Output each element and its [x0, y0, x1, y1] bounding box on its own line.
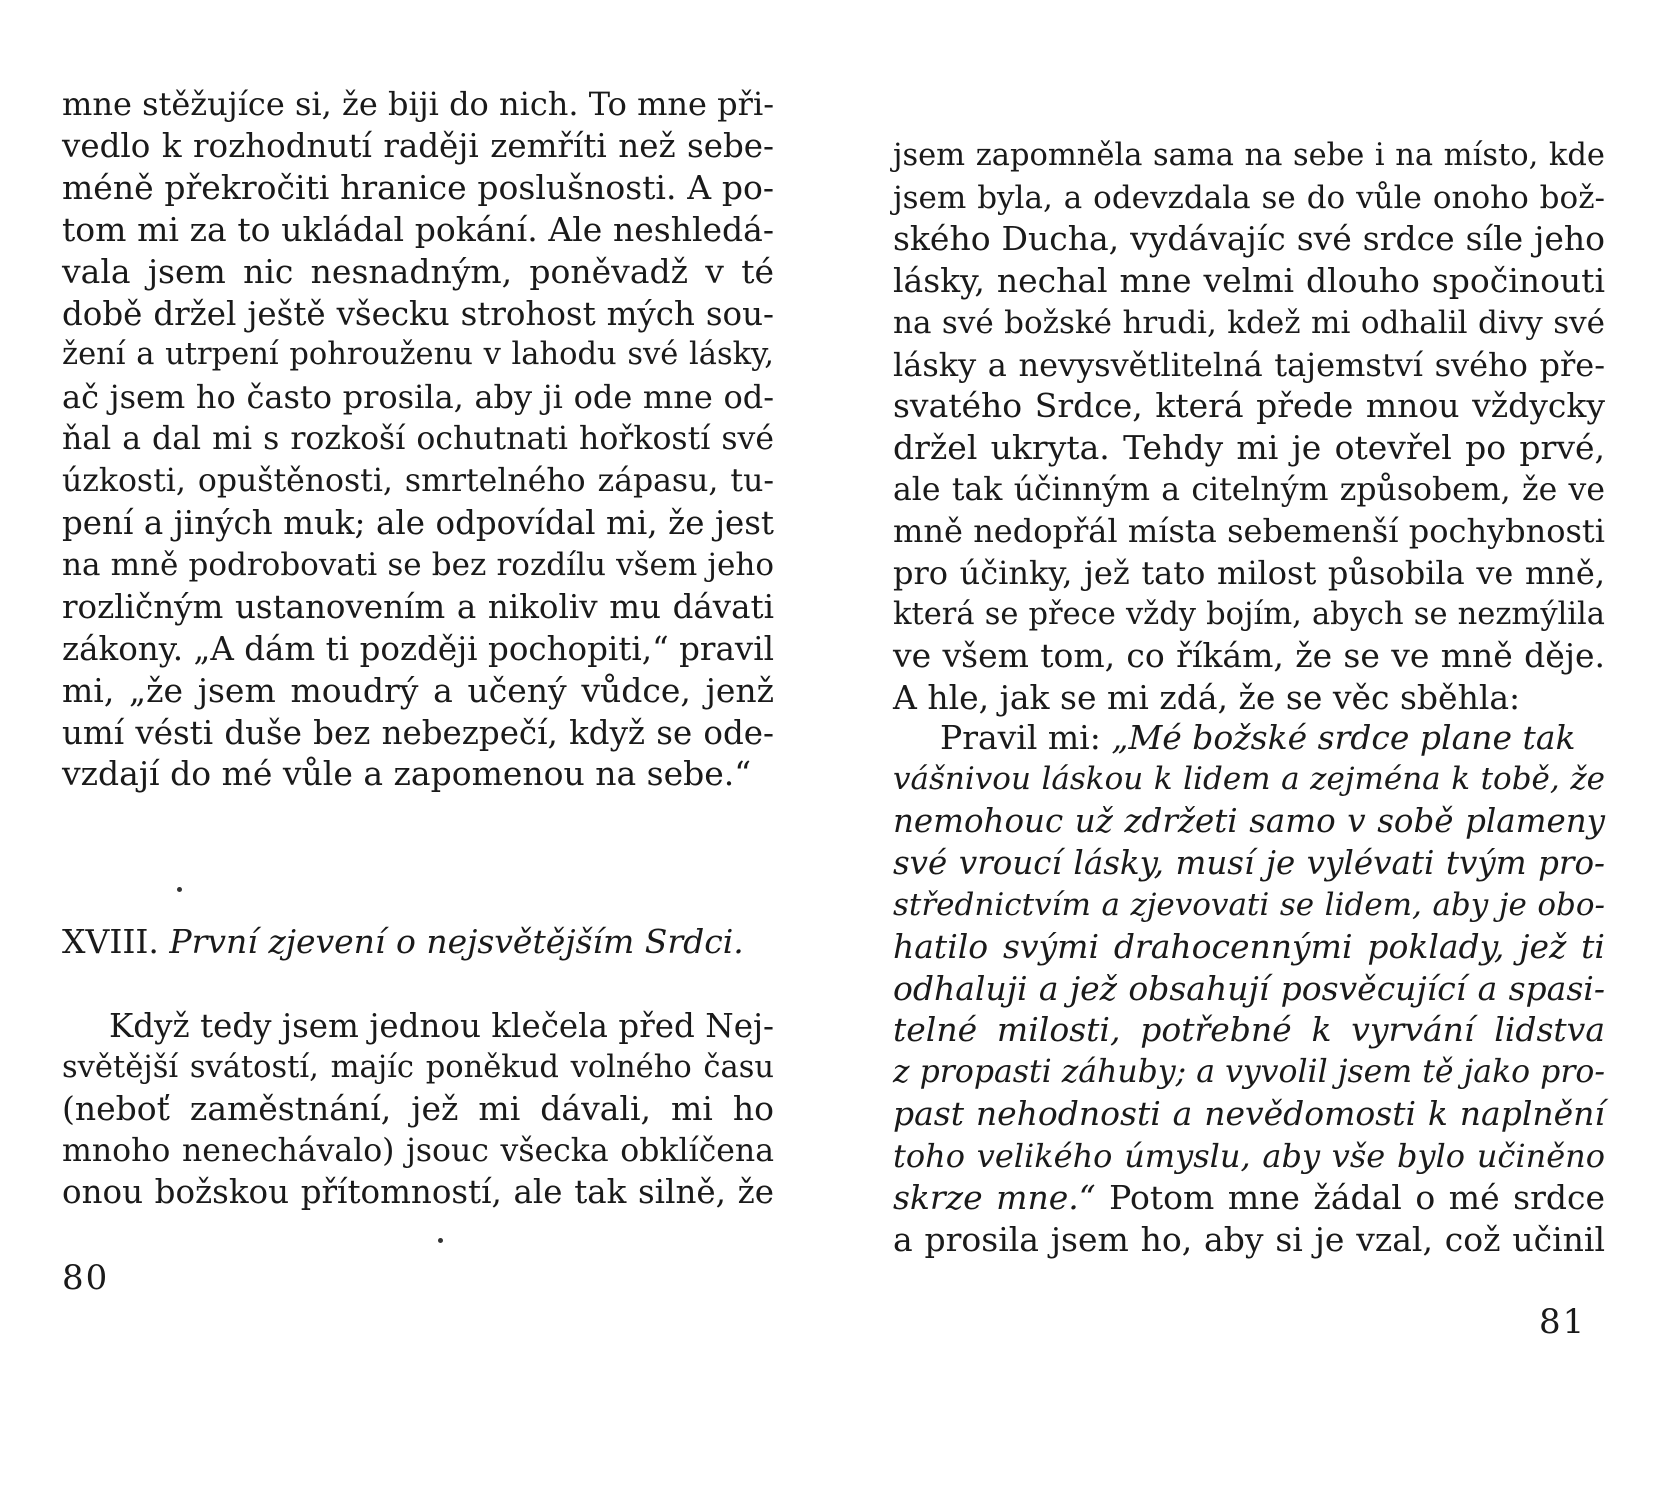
speech-first: „Mé božské srdce plane tak	[1111, 718, 1576, 757]
speech-end-roman: Potom mne žádal o mé srdce	[1095, 1178, 1605, 1217]
text-line: Když tedy jsem jednou klečela před Nej-	[109, 1007, 774, 1045]
text-line: lásky a nevysvětlitelná tajemství svého pře-	[893, 345, 1605, 384]
text-line: držel ukryta. Tehdy mi je otevřel po prvé,	[893, 427, 1605, 467]
text-line: svatého Srdce, která přede mnou vždycky	[893, 386, 1605, 426]
text-line: na své božské hrudi, kdež mi odhalil divy své	[893, 304, 1605, 341]
speech-closing-line	[893, 1176, 1605, 1220]
text-line: toho velikého úmyslu, aby vše bylo učiněno	[893, 1137, 1605, 1176]
text-line: své vroucí lásky, musí je vylévati tvým pro-	[893, 843, 1605, 882]
text-line: (neboť zaměstnání, jež mi dávali, mi ho	[62, 1089, 774, 1128]
text-line: rozličným ustanovením a nikoliv mu dávati	[62, 587, 774, 626]
text-line: umí vésti duše bez nebezpečí, když se ode-	[62, 713, 774, 752]
page-number-right: 81	[1539, 1302, 1587, 1342]
chapter-number: XVIII.	[62, 922, 159, 961]
text-line: vala jsem nic nesnadným, poněvadž v té	[62, 251, 774, 291]
text-line: ale tak účinným a citelným způsobem, že ve	[893, 471, 1605, 508]
text-line: která se přece vždy bojím, abych se nezmýlila	[893, 596, 1605, 632]
speech-intro: Pravil mi:	[940, 718, 1112, 757]
text-line: ňal a dal mi s rozkoší ochutnati hořkostí své	[62, 421, 774, 458]
text-line: mnoho nenechávalo) jsouc všecka obklíčena	[62, 1132, 774, 1169]
text-line: lásky, nechal mne velmi dlouho spočinouti	[893, 261, 1605, 301]
text-line: ač jsem ho často prosila, aby ji ode mne od-	[62, 378, 774, 417]
text-line: vášnivou láskou k lidem a zejména k tobě, že	[893, 761, 1605, 797]
chapter-heading	[62, 920, 744, 964]
text-line: světější svátostí, majíc poněkud volného času	[62, 1049, 774, 1085]
text-line: tom mi za to ukládal pokání. Ale neshledá-	[62, 209, 774, 249]
text-line: žení a utrpení pohrouženu v lahodu své lásky,	[62, 337, 774, 373]
speech-end-italic: skrze mne.“	[893, 1178, 1096, 1217]
text-line: době držel ještě všecku strohost mých sou-	[62, 294, 774, 333]
text-line: mně nedopřál místa sebemenší pochybnosti	[893, 512, 1605, 551]
text-line: méně překročiti hranice poslušnosti. A po-	[62, 167, 774, 207]
text-line: ve všem tom, co říkám, že se ve mně děje.	[893, 636, 1605, 676]
text-line: na mně podrobovati se bez rozdílu všem jeho	[62, 546, 774, 583]
text-line: nemohouc už zdržeti samo v sobě plameny	[893, 801, 1605, 840]
text-line: jsem byla, a odevzdala se do vůle onoho bož-	[893, 179, 1605, 216]
text-line: z propasti záhuby; a vyvolil jsem tě jako pro-	[893, 1054, 1605, 1091]
text-line: mi, „že jsem moudrý a učený vůdce, jenž	[62, 670, 774, 710]
text-line: vzdají do mé vůle a zapomenou na sebe.“	[62, 754, 752, 794]
ink-speck	[438, 1238, 443, 1243]
text-line: onou božskou přítomností, ale tak silně, že	[62, 1173, 774, 1211]
text-line: hatilo svými drahocennými poklady, jež ti	[893, 926, 1605, 966]
text-line: pení a jiných muk; ale odpovídal mi, že jest	[62, 504, 774, 542]
speech-opening-line	[940, 716, 1576, 760]
text-line: pro účinky, jež tato milost působila ve mně,	[893, 554, 1605, 592]
text-line: telné milosti, potřebné k vyrvání lidstva	[893, 1010, 1605, 1050]
text-line: zákony. „A dám ti později pochopiti,“ pravil	[62, 629, 774, 668]
text-line: A hle, jak se mi zdá, že se věc sběhla:	[893, 678, 1521, 718]
text-line: jsem zapomněla sama na sebe i na místo, kde	[893, 138, 1605, 173]
ink-speck	[177, 887, 182, 892]
text-line: a prosila jsem ho, aby si je vzal, což učinil	[893, 1220, 1605, 1259]
page-number-left: 80	[62, 1258, 110, 1298]
text-line: střednictvím a zjevovati se lidem, aby je obo-	[893, 886, 1605, 923]
text-line: ského Ducha, vydávajíc své srdce síle jeho	[893, 219, 1605, 259]
text-line: úzkosti, opuštěnosti, smrtelného zápasu, tu-	[62, 463, 774, 500]
text-line: vedlo k rozhodnutí raději zemříti než sebe-	[62, 126, 774, 165]
text-line: mne stěžujíce si, že biji do nich. To mne při-	[62, 85, 774, 123]
text-line: past nehodnosti a nevědomosti k naplnění	[893, 1094, 1605, 1134]
chapter-title: První zjevení o nejsvětějším Srdci.	[169, 922, 744, 961]
text-line: odhaluji a jež obsahují posvěcující a spasi-	[893, 968, 1605, 1008]
